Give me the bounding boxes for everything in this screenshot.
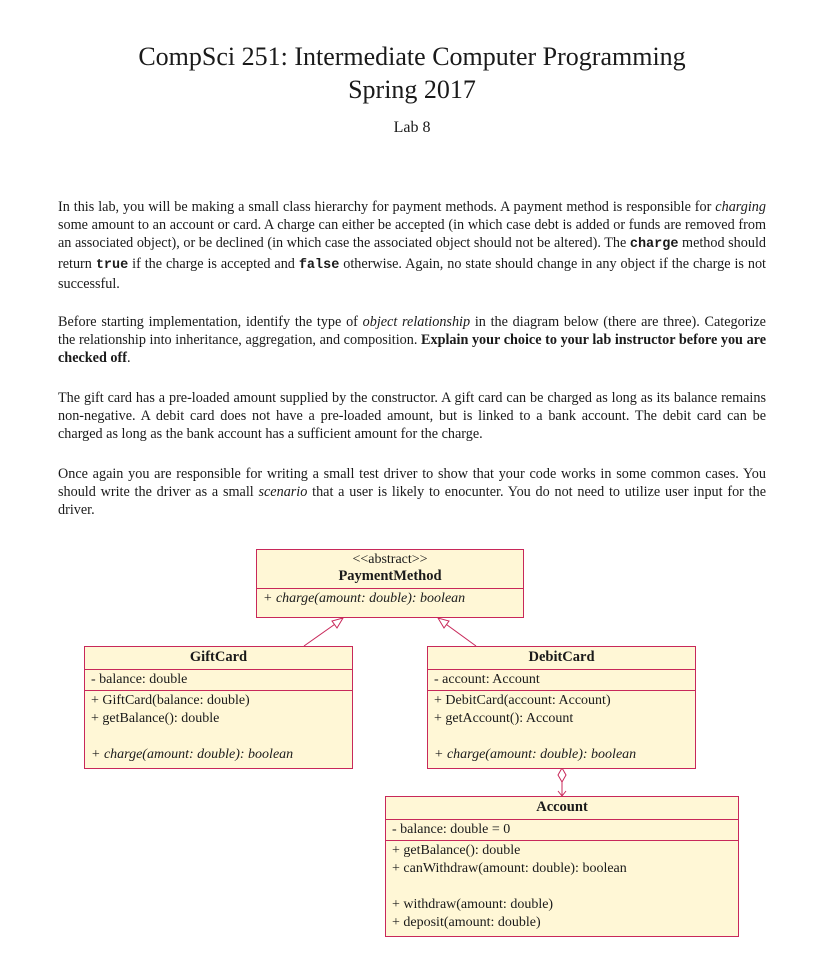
class-name: DebitCard bbox=[528, 649, 595, 665]
inheritance-line-debitcard bbox=[443, 622, 476, 646]
paragraph-intro: In this lab, you will be making a small class hierarchy for payment methods. A payment method is responsible for charging some amount to an account or card. A charge can either be accepted (in which case debt is added or funds are removed from an associated object), or be declined (in which case the associated object should not be altered). The charge method should return true if the charge is accepted and false otherwise. Again, no state should change in any object if the charge is not successful. bbox=[58, 199, 766, 292]
method-get-account: + getAccount(): Account bbox=[434, 711, 574, 726]
stereotype-abstract: <<abstract>> bbox=[352, 552, 428, 567]
class-debit-card bbox=[427, 646, 696, 769]
field-balance: - balance: double bbox=[91, 672, 188, 687]
inheritance-arrow-giftcard bbox=[332, 618, 343, 628]
class-name: PaymentMethod bbox=[338, 568, 442, 584]
method-get-balance: + getBalance(): double bbox=[91, 711, 220, 726]
method-deposit: + deposit(amount: double) bbox=[392, 915, 541, 930]
inheritance-line-giftcard bbox=[304, 622, 338, 646]
paragraph-driver: Once again you are responsible for writing a small test driver to show that your code works in some common cases. You should write the driver as a small scenario that a user is likely to enocunter. You do not need to utilize user input for the driver. bbox=[58, 466, 766, 519]
method-charge: + charge(amount: double): boolean bbox=[434, 747, 637, 762]
document-title: CompSci 251: Intermediate Computer Programming bbox=[138, 42, 686, 71]
inheritance-arrow-debitcard bbox=[438, 618, 449, 628]
lab-number: Lab 8 bbox=[393, 119, 431, 136]
aggregation-diamond bbox=[558, 768, 566, 782]
method-constructor: + GiftCard(balance: double) bbox=[91, 693, 250, 708]
class-name: GiftCard bbox=[189, 649, 248, 665]
document-term: Spring 2017 bbox=[348, 75, 476, 104]
paragraph-relationships: Before starting implementation, identify the type of object relationship in the diagram below (there are three). Categorize the relationship into inheritance, aggregation, and composition. Explain your choice to your lab instructor before you are checked off. bbox=[58, 314, 767, 367]
method-can-withdraw: + canWithdraw(amount: double): boolean bbox=[392, 861, 627, 876]
method-withdraw: + withdraw(amount: double) bbox=[392, 897, 554, 912]
class-name: Account bbox=[536, 799, 588, 815]
class-payment-method bbox=[256, 549, 524, 618]
field-account: - account: Account bbox=[434, 672, 540, 687]
method-charge: + charge(amount: double): boolean bbox=[91, 747, 294, 762]
class-account bbox=[385, 796, 739, 937]
field-balance: - balance: double = 0 bbox=[392, 822, 511, 837]
class-gift-card bbox=[84, 646, 353, 769]
method-get-balance: + getBalance(): double bbox=[392, 843, 521, 858]
method-constructor: + DebitCard(account: Account) bbox=[434, 693, 611, 708]
paragraph-cards: The gift card has a pre-loaded amount supplied by the constructor. A gift card can be charged as long as its balance remains non-negative. A debit card does not have a pre-loaded amount, but is linked to a bank account. The debit card can be charged as long as the bank account has a sufficient amount for the charge. bbox=[58, 390, 766, 443]
method-charge: + charge(amount: double): boolean bbox=[263, 591, 466, 606]
